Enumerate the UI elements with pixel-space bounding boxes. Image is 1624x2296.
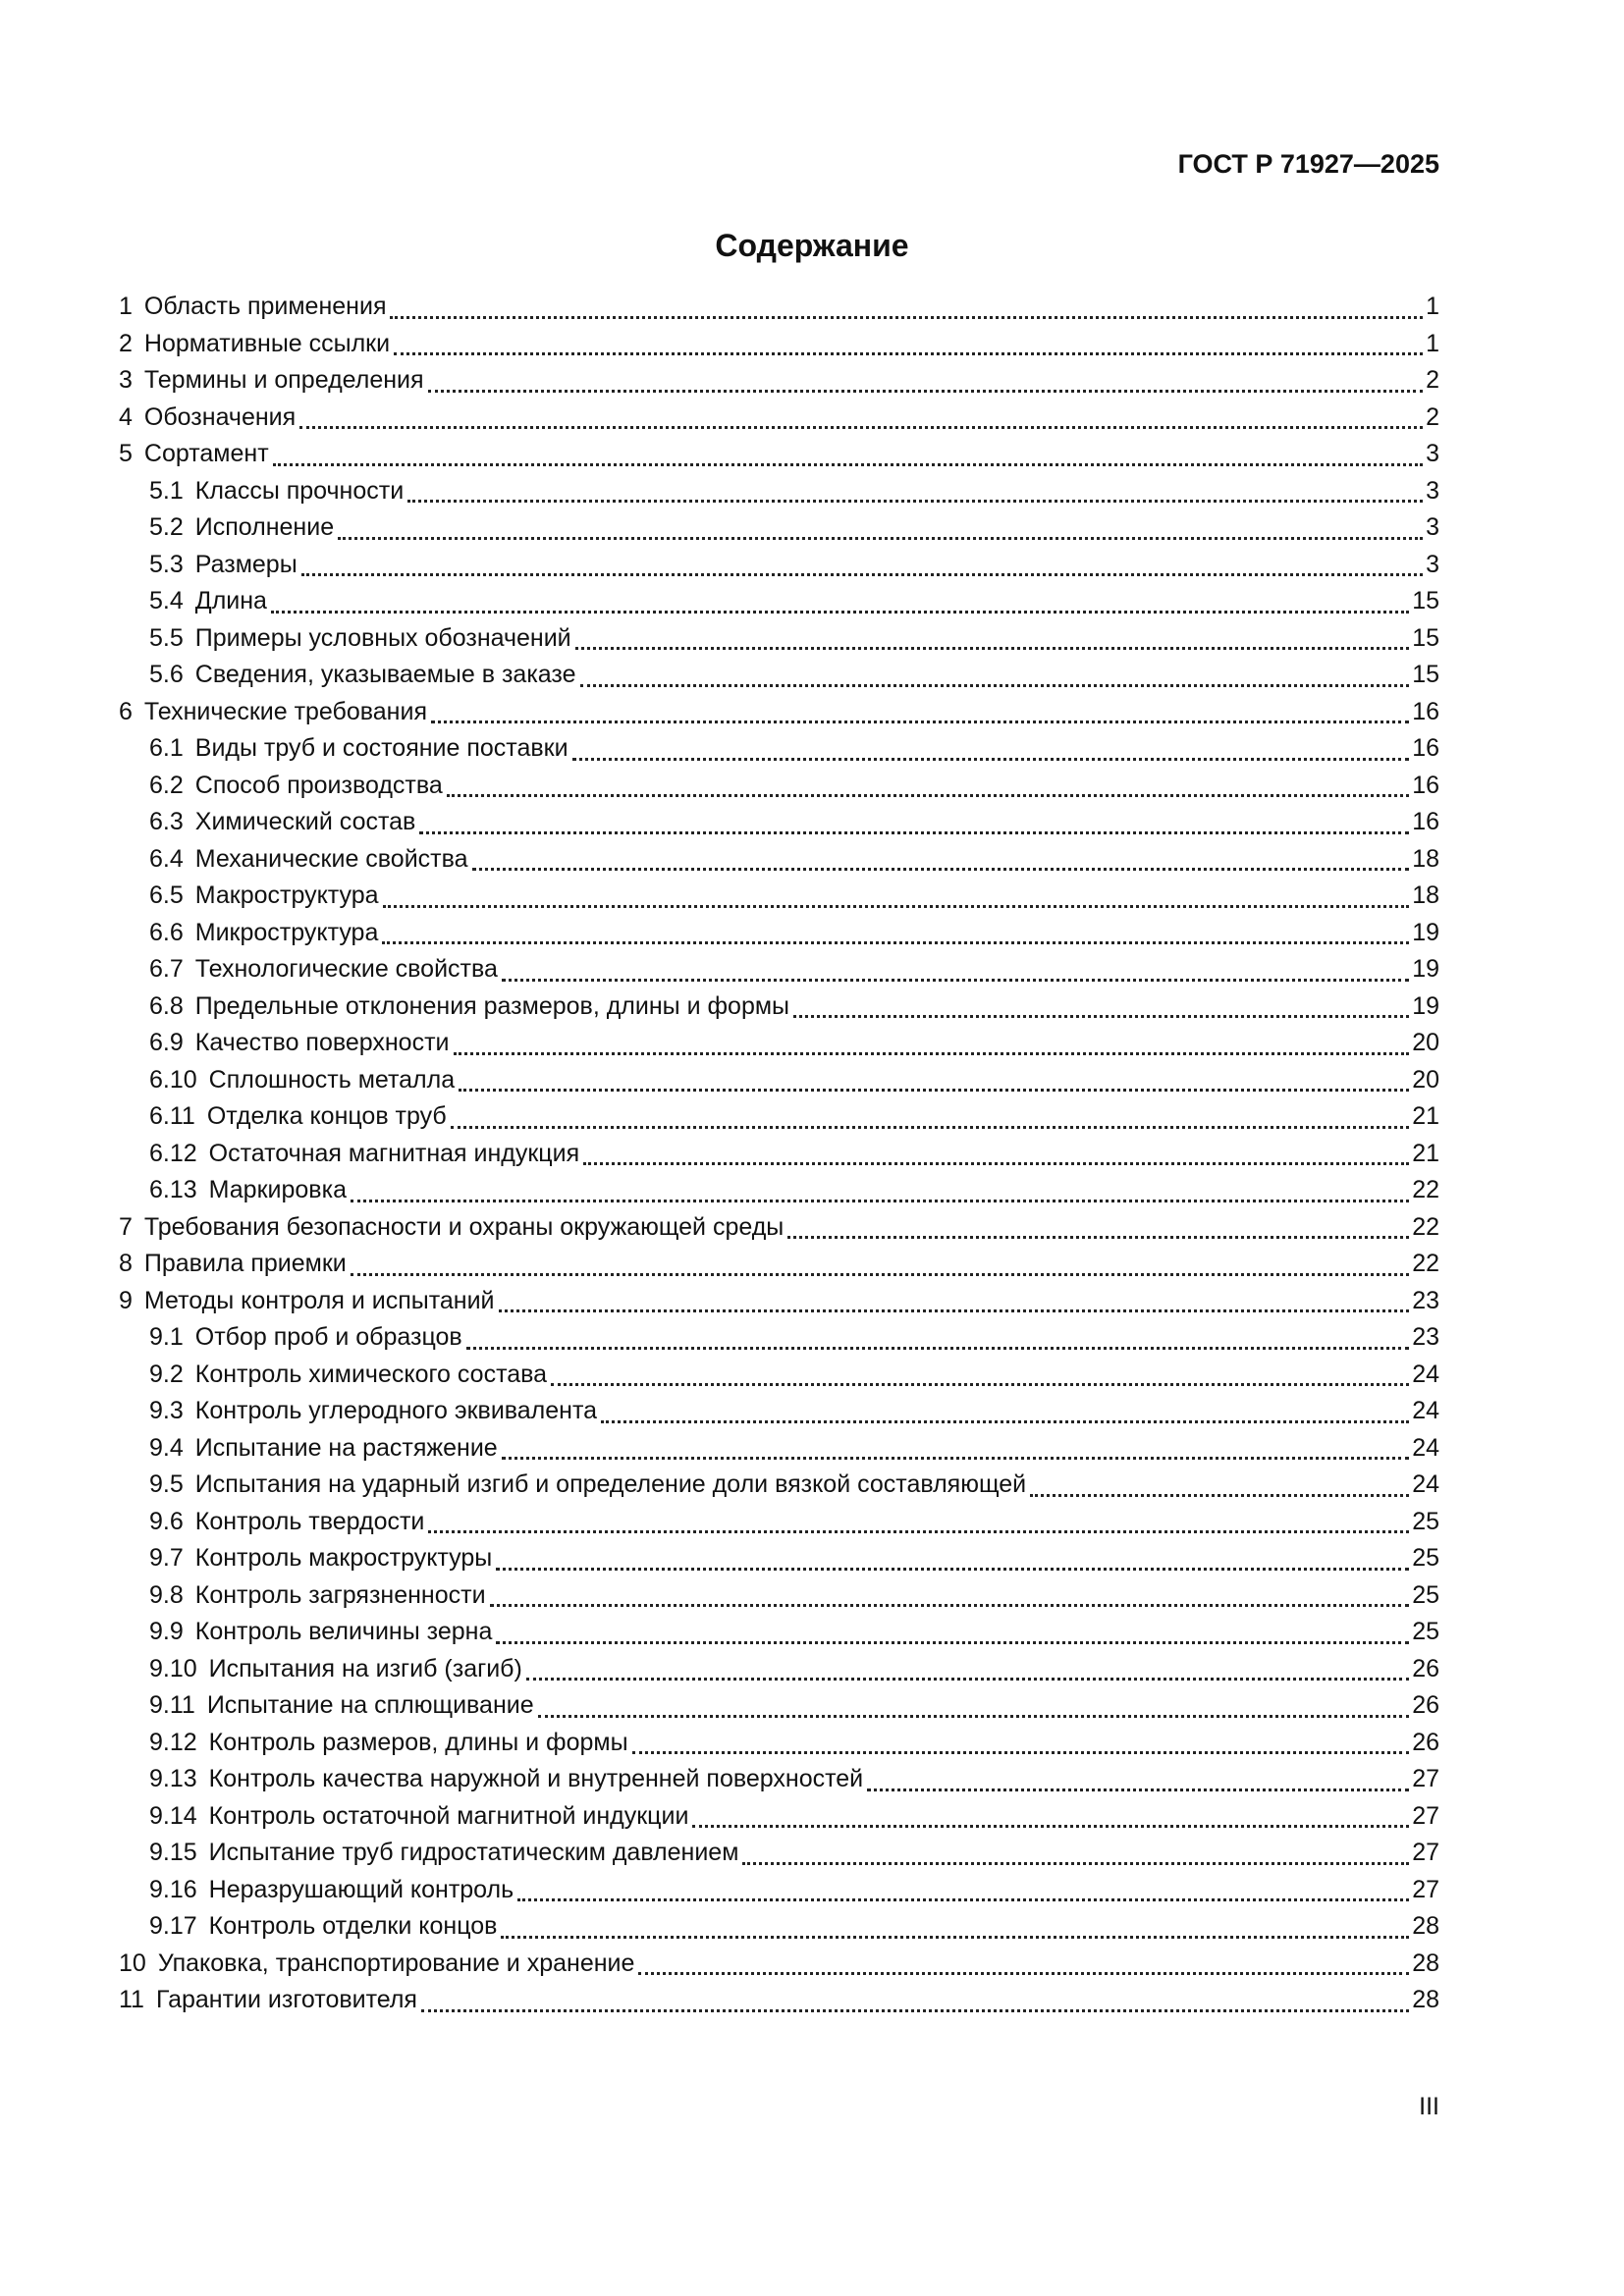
toc-entry-label: Контроль химического состава: [194, 1360, 548, 1388]
toc-entry-number: 9.8: [149, 1580, 184, 1609]
toc-entry-label: Исполнение: [194, 513, 335, 541]
toc-entry-label: Контроль углеродного эквивалента: [194, 1397, 598, 1424]
toc-entry[interactable]: [119, 1098, 1439, 1136]
toc-dot-leader: [382, 940, 1409, 944]
toc-entry-label: Правила приемки: [143, 1250, 347, 1277]
toc-entry-number: 6.1: [149, 734, 184, 762]
toc-entry[interactable]: [119, 583, 1439, 620]
toc-entry-number: 5: [119, 440, 133, 467]
toc-entry[interactable]: [119, 1136, 1439, 1173]
toc-entry-page: 21: [1412, 1139, 1439, 1167]
toc-dot-leader: [793, 1014, 1409, 1018]
toc-dot-leader: [390, 315, 1423, 319]
toc-entry-page: 1: [1426, 293, 1439, 320]
toc-entry-page: 15: [1412, 587, 1439, 614]
toc-entry[interactable]: [119, 1172, 1439, 1209]
toc-entry-page: 20: [1412, 1029, 1439, 1056]
toc-entry-page: 25: [1412, 1580, 1439, 1609]
toc-entry-page: 3: [1426, 440, 1439, 467]
toc-entry[interactable]: [119, 951, 1439, 988]
toc-entry-page: 28: [1412, 1949, 1439, 1977]
toc-entry-number: 6.8: [149, 991, 184, 1020]
toc-entry-page: 19: [1412, 918, 1439, 946]
toc-entry[interactable]: [119, 694, 1439, 731]
toc-entry-number: 6.5: [149, 881, 184, 909]
toc-dot-leader: [1030, 1493, 1409, 1497]
toc-entry-label: Контроль макроструктуры: [194, 1544, 493, 1572]
toc-entry-number: 3: [119, 366, 133, 394]
toc-entry-label: Технические требования: [143, 697, 427, 725]
toc-entry-number: 5.4: [149, 587, 184, 614]
toc-entry-page: 18: [1412, 844, 1439, 873]
toc-entry-number: 9.1: [149, 1323, 184, 1351]
toc-dot-leader: [428, 1529, 1409, 1533]
toc-entry-number: 9.4: [149, 1433, 184, 1462]
toc-entry-number: 5.3: [149, 550, 184, 578]
toc-entry-number: 6.11: [149, 1102, 195, 1130]
toc-entry[interactable]: [119, 1872, 1439, 1909]
toc-entry-number: 5.2: [149, 513, 184, 541]
toc-entry-page: 23: [1412, 1286, 1439, 1314]
toc-entry[interactable]: [119, 878, 1439, 915]
toc-entry-number: 6.13: [149, 1176, 197, 1203]
toc-entry-page: 26: [1412, 1654, 1439, 1682]
toc-entry-page: 16: [1412, 808, 1439, 835]
toc-dot-leader: [419, 830, 1409, 834]
toc-dot-leader: [490, 1603, 1410, 1607]
toc-entry-label: Виды труб и состояние поставки: [194, 734, 568, 762]
toc-dot-leader: [499, 1308, 1410, 1312]
toc-entry-label: Размеры: [194, 550, 298, 578]
toc-dot-leader: [496, 1640, 1409, 1644]
toc-dot-leader: [502, 978, 1409, 982]
toc-entry-page: 27: [1412, 1801, 1439, 1830]
toc-entry-page: 22: [1412, 1250, 1439, 1277]
toc-entry-label: Упаковка, транспортирование и хранение: [157, 1949, 635, 1977]
toc-dot-leader: [538, 1714, 1410, 1718]
toc-entry[interactable]: [119, 730, 1439, 768]
toc-entry-label: Неразрушающий контроль: [208, 1875, 514, 1903]
toc-entry-page: 3: [1426, 476, 1439, 505]
toc-entry-number: 9.12: [149, 1728, 197, 1756]
toc-dot-leader: [502, 1456, 1409, 1460]
toc-entry[interactable]: [119, 1467, 1439, 1504]
toc-dot-leader: [517, 1897, 1409, 1901]
toc-dot-leader: [583, 1161, 1409, 1165]
toc-entry-number: 9.3: [149, 1397, 184, 1424]
toc-dot-leader: [351, 1272, 1409, 1276]
toc-dot-leader: [454, 1051, 1410, 1055]
toc-entry-number: 9.6: [149, 1507, 184, 1535]
toc-entry-number: 5.6: [149, 661, 184, 688]
toc-entry-label: Сведения, указываемые в заказе: [194, 661, 576, 688]
toc-dot-leader: [632, 1750, 1410, 1754]
toc-entry-number: 9.16: [149, 1875, 197, 1903]
toc-entry-page: 21: [1412, 1102, 1439, 1130]
toc-entry-label: Сплошность металла: [208, 1065, 456, 1094]
toc-entry[interactable]: [119, 547, 1439, 584]
toc-entry-label: Требования безопасности и охраны окружающей среды: [143, 1212, 785, 1241]
toc-entry-page: 22: [1412, 1212, 1439, 1241]
toc-dot-leader: [526, 1677, 1409, 1681]
toc-entry-page: 23: [1412, 1323, 1439, 1351]
toc-entry-number: 9.13: [149, 1765, 197, 1792]
toc-entry-page: 24: [1412, 1397, 1439, 1424]
toc-entry-label: Гарантии изготовителя: [155, 1986, 417, 2013]
toc-dot-leader: [466, 1346, 1409, 1350]
toc-dot-leader: [787, 1235, 1409, 1239]
toc-dot-leader: [867, 1788, 1409, 1791]
toc-dot-leader: [742, 1861, 1409, 1865]
toc-entry[interactable]: [119, 1761, 1439, 1798]
toc-entry-page: 22: [1412, 1176, 1439, 1203]
toc-entry-page: 24: [1412, 1470, 1439, 1498]
toc-dot-leader: [351, 1199, 1409, 1202]
toc-entry[interactable]: [119, 473, 1439, 510]
toc-entry-label: Маркировка: [208, 1176, 347, 1203]
toc-entry-label: Отбор проб и образцов: [194, 1323, 462, 1351]
toc-entry-page: 26: [1412, 1728, 1439, 1756]
toc-entry[interactable]: [119, 1614, 1439, 1651]
toc-dot-leader: [428, 389, 1424, 393]
toc-entry-number: 1: [119, 293, 133, 320]
toc-dot-leader: [338, 536, 1423, 540]
toc-entry-number: 7: [119, 1212, 133, 1241]
toc-dot-leader: [692, 1824, 1409, 1828]
toc-dot-leader: [273, 462, 1423, 466]
toc-dot-leader: [301, 572, 1423, 576]
toc-entry-label: Механические свойства: [194, 844, 468, 873]
toc-dot-leader: [407, 499, 1423, 503]
toc-entry[interactable]: [119, 1025, 1439, 1062]
toc-entry-label: Микроструктура: [194, 918, 379, 946]
toc-entry[interactable]: [119, 988, 1439, 1026]
toc-entry[interactable]: [119, 1577, 1439, 1615]
toc-dot-leader: [496, 1567, 1409, 1571]
toc-entry-label: Испытания на изгиб (загиб): [208, 1654, 522, 1682]
toc-entry-number: 9.9: [149, 1618, 184, 1645]
toc-entry-page: 19: [1412, 955, 1439, 983]
toc-entry-page: 27: [1412, 1839, 1439, 1866]
toc-dot-leader: [447, 793, 1409, 797]
toc-entry-page: 3: [1426, 550, 1439, 578]
toc-entry-number: 6.2: [149, 771, 184, 799]
toc-entry-label: Испытание на растяжение: [194, 1433, 498, 1462]
document-code: ГОСТ Р 71927—2025: [1177, 149, 1439, 179]
toc-entry-number: 9.10: [149, 1654, 197, 1682]
toc-entry-page: 16: [1412, 771, 1439, 799]
toc-entry-number: 6.7: [149, 955, 184, 983]
toc-dot-leader: [638, 1971, 1409, 1975]
toc-entry[interactable]: [119, 1357, 1439, 1394]
toc-entry-label: Термины и определения: [143, 366, 424, 394]
toc-entry-page: 25: [1412, 1544, 1439, 1572]
toc-entry-number: 6.3: [149, 808, 184, 835]
toc-entry[interactable]: [119, 1982, 1439, 2019]
toc-dot-leader: [271, 610, 1409, 614]
toc-entry-number: 6.4: [149, 844, 184, 873]
toc-entry[interactable]: [119, 1946, 1439, 1983]
toc-entry-number: 9.7: [149, 1544, 184, 1572]
toc-entry-label: Испытание на сплющивание: [206, 1691, 534, 1719]
toc-entry-number: 6: [119, 697, 133, 725]
toc-entry-label: Контроль величины зерна: [194, 1618, 493, 1645]
toc-entry-page: 20: [1412, 1065, 1439, 1094]
toc-entry-page: 16: [1412, 697, 1439, 725]
toc-entry-number: 10: [119, 1949, 146, 1977]
toc-entry-number: 2: [119, 329, 133, 357]
toc-entry-number: 9: [119, 1286, 133, 1314]
toc-entry[interactable]: [119, 915, 1439, 952]
toc-entry-label: Способ производства: [194, 771, 443, 799]
toc-dot-leader: [451, 1125, 1409, 1129]
toc-entry-label: Испытание труб гидростатическим давлением: [208, 1839, 739, 1866]
toc-entry-number: 6.10: [149, 1065, 197, 1094]
toc-entry[interactable]: [119, 1209, 1439, 1247]
toc-entry-number: 9.14: [149, 1801, 197, 1830]
toc-entry-page: 27: [1412, 1875, 1439, 1903]
toc-entry-label: Отделка концов труб: [206, 1102, 447, 1130]
toc-entry-label: Методы контроля и испытаний: [143, 1286, 495, 1314]
toc-entry[interactable]: [119, 326, 1439, 363]
toc-entry-page: 18: [1412, 881, 1439, 909]
toc-entry-page: 3: [1426, 513, 1439, 541]
toc-entry-page: 25: [1412, 1618, 1439, 1645]
toc-entry[interactable]: [119, 1798, 1439, 1836]
toc-entry-page: 1: [1426, 329, 1439, 357]
toc-dot-leader: [575, 646, 1410, 650]
toc-entry-page: 16: [1412, 734, 1439, 762]
toc-entry-label: Остаточная магнитная индукция: [208, 1139, 580, 1167]
toc-entry[interactable]: [119, 1687, 1439, 1725]
toc-entry-label: Макроструктура: [194, 881, 379, 909]
toc-entry-number: 8: [119, 1250, 133, 1277]
toc-entry-label: Сортамент: [143, 440, 269, 467]
toc-dot-leader: [551, 1382, 1409, 1386]
toc-entry[interactable]: [119, 1430, 1439, 1468]
toc-dot-leader: [459, 1088, 1409, 1092]
toc-entry-page: 28: [1412, 1986, 1439, 2013]
toc-entry[interactable]: [119, 1283, 1439, 1320]
toc-entry-page: 24: [1412, 1433, 1439, 1462]
toc-title: Содержание: [715, 228, 909, 263]
toc-entry-label: Область применения: [143, 293, 387, 320]
toc-entry[interactable]: [119, 768, 1439, 805]
toc-entry-number: 6.6: [149, 918, 184, 946]
toc-entry[interactable]: [119, 1319, 1439, 1357]
toc-entry-label: Классы прочности: [194, 476, 405, 505]
toc-entry[interactable]: [119, 1062, 1439, 1099]
toc-entry-page: 15: [1412, 661, 1439, 688]
toc-entry[interactable]: [119, 1504, 1439, 1541]
toc-entry-page: 27: [1412, 1765, 1439, 1792]
toc-dot-leader: [501, 1935, 1409, 1939]
toc-entry[interactable]: [119, 1246, 1439, 1283]
toc-dot-leader: [601, 1419, 1409, 1423]
toc-entry-label: Примеры условных обозначений: [194, 623, 571, 652]
toc-entry-label: Нормативные ссылки: [143, 329, 391, 357]
toc-dot-leader: [383, 904, 1410, 908]
toc-entry-label: Контроль твердости: [194, 1507, 425, 1535]
toc-dot-leader: [394, 351, 1423, 355]
toc-entry-label: Испытания на ударный изгиб и определение доли вязкой составляющей: [194, 1470, 1027, 1498]
toc-entry-label: Химический состав: [194, 808, 416, 835]
toc-dot-leader: [299, 425, 1423, 429]
toc-entry-label: Качество поверхности: [194, 1029, 450, 1056]
toc-entry-page: 24: [1412, 1360, 1439, 1388]
toc-entry[interactable]: [119, 1835, 1439, 1872]
toc-entry[interactable]: [119, 1651, 1439, 1688]
toc-entry-page: 25: [1412, 1507, 1439, 1535]
toc-entry-number: 6.9: [149, 1029, 184, 1056]
toc-entry-number: 9.15: [149, 1839, 197, 1866]
toc-entry[interactable]: [119, 400, 1439, 437]
toc-entry[interactable]: [119, 657, 1439, 694]
toc-entry-label: Контроль качества наружной и внутренней поверхностей: [208, 1765, 864, 1792]
toc-entry[interactable]: [119, 841, 1439, 879]
toc-entry-number: 5.1: [149, 476, 184, 505]
toc-dot-leader: [580, 683, 1410, 687]
toc-entry[interactable]: [119, 509, 1439, 547]
toc-entry-label: Предельные отклонения размеров, длины и формы: [194, 991, 790, 1020]
toc-dot-leader: [421, 2008, 1409, 2012]
toc-entry-number: 4: [119, 402, 133, 431]
toc-entry-label: Контроль остаточной магнитной индукции: [208, 1801, 689, 1830]
toc-entry[interactable]: [119, 289, 1439, 326]
toc-entry-page: 2: [1426, 366, 1439, 394]
toc-entry[interactable]: [119, 620, 1439, 658]
table-of-contents: [119, 289, 1439, 2019]
toc-entry-page: 28: [1412, 1912, 1439, 1940]
toc-entry-number: 5.5: [149, 623, 184, 652]
toc-entry[interactable]: [119, 436, 1439, 473]
toc-entry-label: Технологические свойства: [194, 955, 498, 983]
toc-entry-label: Длина: [194, 587, 267, 614]
toc-entry[interactable]: [119, 1908, 1439, 1946]
toc-dot-leader: [472, 867, 1410, 871]
toc-dot-leader: [572, 757, 1410, 761]
toc-entry-number: 9.11: [149, 1691, 195, 1719]
toc-entry-label: Контроль отделки концов: [208, 1912, 498, 1940]
toc-entry[interactable]: [119, 804, 1439, 841]
toc-dot-leader: [431, 720, 1409, 723]
toc-entry-label: Контроль загрязненности: [194, 1580, 486, 1609]
page-number: III: [1419, 2093, 1439, 2120]
toc-entry-label: Обозначения: [143, 402, 297, 431]
toc-entry-number: 11: [119, 1986, 144, 2013]
toc-entry[interactable]: [119, 1725, 1439, 1762]
toc-entry[interactable]: [119, 1393, 1439, 1430]
toc-entry[interactable]: [119, 362, 1439, 400]
toc-entry-number: 9.17: [149, 1912, 197, 1940]
toc-entry-page: 15: [1412, 623, 1439, 652]
toc-entry-number: 9.2: [149, 1360, 184, 1388]
toc-entry-number: 9.5: [149, 1470, 184, 1498]
toc-entry[interactable]: [119, 1540, 1439, 1577]
toc-entry-page: 2: [1426, 402, 1439, 431]
toc-entry-label: Контроль размеров, длины и формы: [208, 1728, 628, 1756]
toc-entry-number: 6.12: [149, 1139, 197, 1167]
toc-entry-page: 19: [1412, 991, 1439, 1020]
toc-entry-page: 26: [1412, 1691, 1439, 1719]
